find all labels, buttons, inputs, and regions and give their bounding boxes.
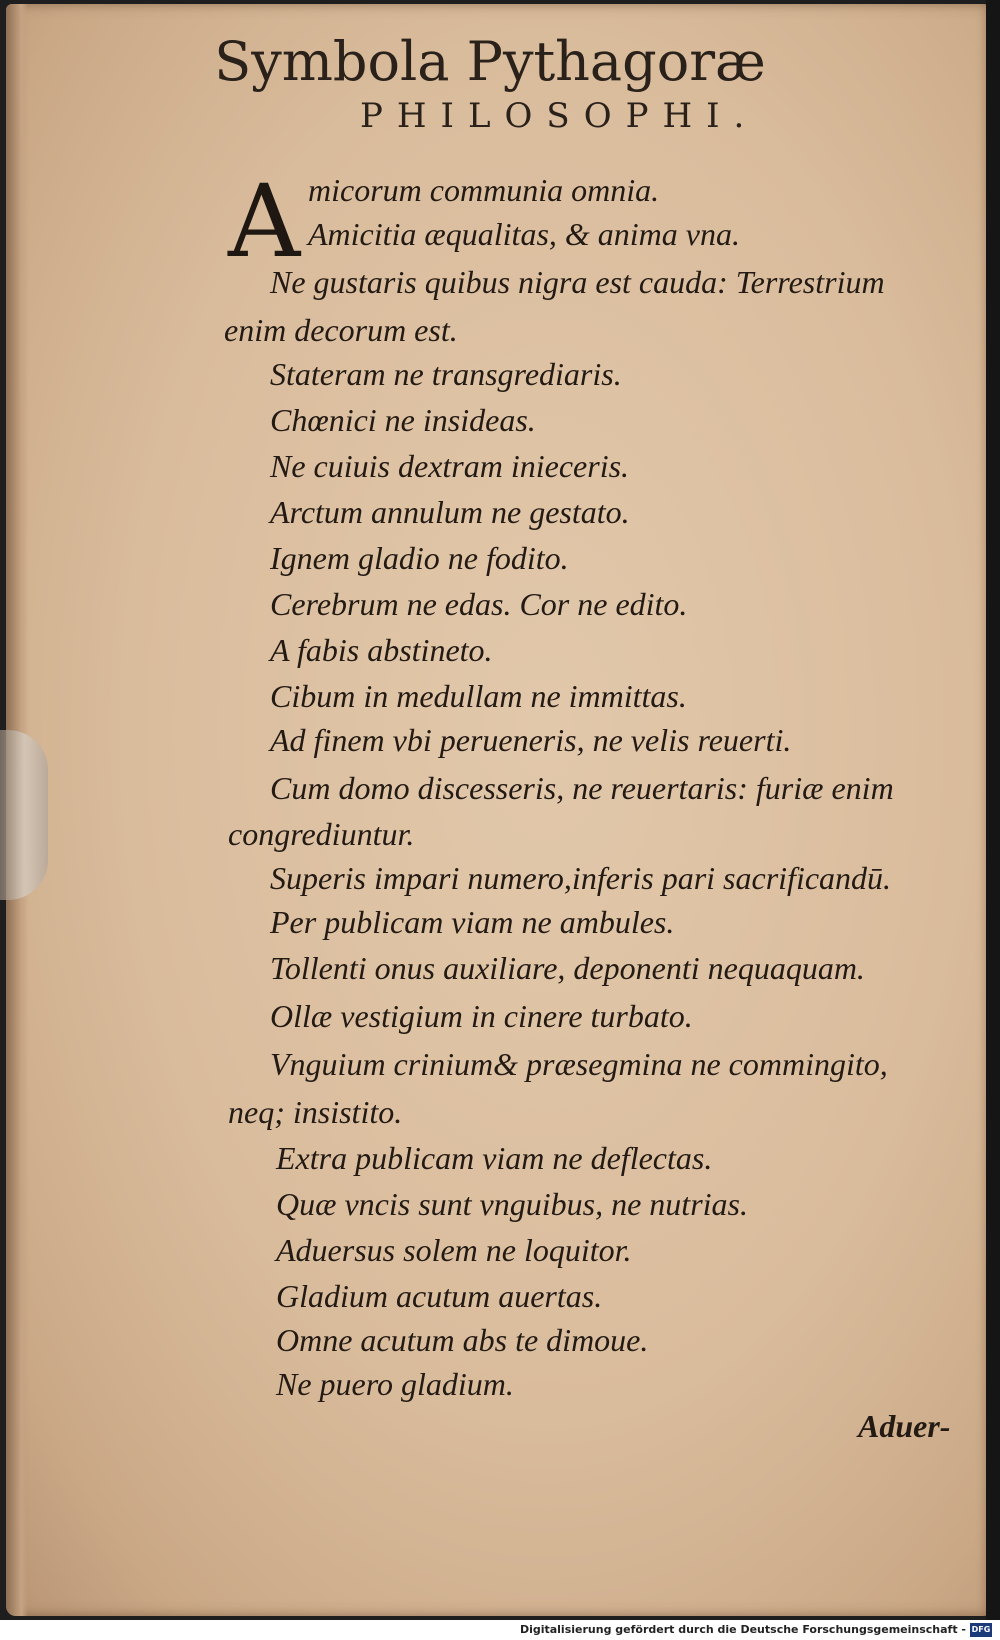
footer-text: Digitalisierung gefördert durch die Deutsche Forschungsgemeinschaft - bbox=[519, 1623, 966, 1636]
text-line: Stateram ne transgrediaris. bbox=[270, 356, 622, 392]
text-line: A fabis abstineto. bbox=[270, 632, 493, 668]
text-line: Chœnici ne insideas. bbox=[270, 402, 536, 438]
dfg-logo: DFG bbox=[970, 1623, 992, 1637]
catchword: Aduer- bbox=[858, 1408, 951, 1444]
text-line: neq; insistito. bbox=[228, 1094, 403, 1130]
text-line: Extra publicam viam ne deflectas. bbox=[276, 1140, 713, 1176]
page-clip bbox=[0, 730, 48, 900]
text-line: Omne acutum abs te dimoue. bbox=[276, 1322, 649, 1358]
text-line: Tollenti onus auxiliare, deponenti nequaquam. bbox=[270, 950, 865, 986]
digitization-footer bbox=[0, 1620, 1000, 1640]
page-title: Symbola Pythagoræ bbox=[214, 30, 766, 93]
text-line: Arctum annulum ne gestato. bbox=[270, 494, 630, 530]
text-line: Amicitia æqualitas, & anima vna. bbox=[308, 216, 740, 252]
text-line: Ne puero gladium. bbox=[276, 1366, 514, 1402]
text-line: Superis impari numero,inferis pari sacrificandū. bbox=[270, 860, 892, 896]
text-line: Ne gustaris quibus nigra est cauda: Terrestrium bbox=[270, 264, 885, 300]
scan-edge bbox=[986, 0, 1000, 1620]
text-line: Per publicam viam ne ambules. bbox=[270, 904, 675, 940]
text-line: Ollæ vestigium in cinere turbato. bbox=[270, 998, 693, 1034]
text-line: Quæ vncis sunt vnguibus, ne nutrias. bbox=[276, 1186, 748, 1222]
text-line: Cerebrum ne edas. Cor ne edito. bbox=[270, 586, 688, 622]
text-line: micorum communia omnia. bbox=[308, 172, 660, 208]
text-line: Ignem gladio ne fodito. bbox=[270, 540, 569, 576]
page-subtitle: PHILOSOPHI. bbox=[360, 96, 759, 136]
text-line: Ad finem vbi perueneris, ne velis reuerti. bbox=[270, 722, 792, 758]
text-line: Vnguium crinium& præsegmina ne commingito, bbox=[270, 1046, 888, 1082]
text-line: congrediuntur. bbox=[228, 816, 415, 852]
text-line: enim decorum est. bbox=[224, 312, 458, 348]
text-line: Cum domo discesseris, ne reuertaris: furiæ enim bbox=[270, 770, 894, 806]
text-line: Aduersus solem ne loquitor. bbox=[276, 1232, 632, 1268]
text-line: Gladium acutum auertas. bbox=[276, 1278, 603, 1314]
text-line: Ne cuiuis dextram inieceris. bbox=[270, 448, 630, 484]
text-line: Cibum in medullam ne immittas. bbox=[270, 678, 687, 714]
drop-capital: A bbox=[228, 163, 301, 280]
